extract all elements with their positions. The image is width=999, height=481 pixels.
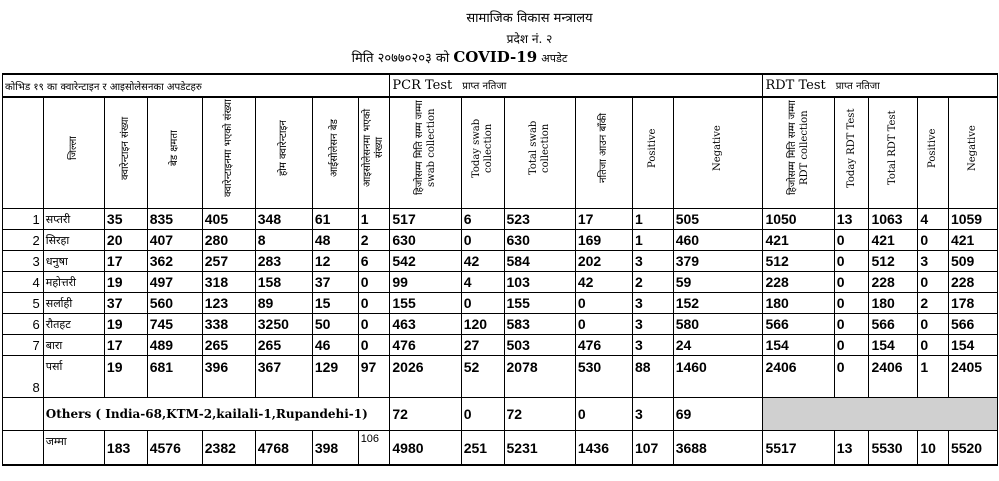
district-name: बारा — [43, 335, 104, 356]
cell-pcr_prev: 463 — [390, 314, 461, 335]
cell-pcr_total: 630 — [504, 230, 575, 251]
cell-pcr_neg: 152 — [673, 293, 763, 314]
column-header — [312, 97, 358, 209]
cell-q: 19 — [104, 314, 147, 335]
cell-pcr_neg: 580 — [673, 314, 763, 335]
covid-label: COVID-19 — [453, 48, 538, 66]
cell-rdt_prev: 154 — [763, 335, 834, 356]
cell-pcr_pos: 3 — [632, 398, 673, 431]
cell-pcr_prev: 2026 — [390, 356, 461, 398]
cell-rdt_today: 13 — [834, 209, 869, 230]
cell-pcr_prev: 72 — [390, 398, 461, 431]
quarantine-section-title: कोभिड १९ का क्वारेन्टाइन र आइसोलेसनका अपडेटहरु — [3, 74, 390, 97]
table-row — [3, 272, 998, 293]
cell-q: 35 — [104, 209, 147, 230]
cell-rdt_today: 13 — [834, 431, 869, 466]
table-row — [3, 293, 998, 314]
column-header-label: Today swab collection — [470, 118, 494, 178]
update-title — [0, 48, 959, 66]
column-header — [575, 97, 632, 209]
cell-pcr_pos: 3 — [632, 293, 673, 314]
others-row — [3, 398, 998, 431]
cell-q: 19 — [104, 356, 147, 398]
cell-bed: 362 — [147, 251, 202, 272]
cell-iso: 0 — [358, 272, 390, 293]
cell-pending: 0 — [575, 398, 632, 431]
cell-pcr_neg: 379 — [673, 251, 763, 272]
cell-rdt_today: 0 — [834, 293, 869, 314]
cell-rdt_neg: 1059 — [948, 209, 997, 230]
cell-pending: 476 — [575, 335, 632, 356]
row-number: 7 — [3, 335, 44, 356]
cell-home: 8 — [255, 230, 312, 251]
column-header-label: क्वारेन्टाइनमा भएको संख्या — [222, 99, 234, 197]
cell-rdt_prev: 2406 — [763, 356, 834, 398]
pcr-sub: प्राप्त नतिजा — [462, 81, 507, 92]
cell-home: 3250 — [255, 314, 312, 335]
cell-rdt_pos: 0 — [918, 314, 949, 335]
row-number: 1 — [3, 209, 44, 230]
cell-pcr_total: 5231 — [504, 431, 575, 466]
cell-pcr_pos: 2 — [632, 272, 673, 293]
cell-bed: 560 — [147, 293, 202, 314]
column-header — [763, 97, 834, 209]
cell-pcr_today: 27 — [461, 335, 504, 356]
cell-pcr_today: 42 — [461, 251, 504, 272]
district-name: सर्लाही — [43, 293, 104, 314]
row-number: 3 — [3, 251, 44, 272]
cell-rdt_total: 5530 — [869, 431, 918, 466]
rdt-section-title — [763, 74, 998, 97]
column-header — [673, 97, 763, 209]
cell-q: 37 — [104, 293, 147, 314]
column-header — [461, 97, 504, 209]
cell-home: 89 — [255, 293, 312, 314]
column-header-label: होम क्वारेन्टाइन — [277, 120, 289, 176]
column-header-label: आइसोलेसनमा भएको संख्या — [362, 108, 386, 188]
cell-pcr_prev: 99 — [390, 272, 461, 293]
cell-bed: 407 — [147, 230, 202, 251]
cell-rdt_pos: 0 — [918, 230, 949, 251]
cell-pending: 17 — [575, 209, 632, 230]
cell-home: 348 — [255, 209, 312, 230]
cell-pending: 169 — [575, 230, 632, 251]
cell-home: 265 — [255, 335, 312, 356]
cell-bed: 489 — [147, 335, 202, 356]
column-header-label: बेड क्षमता — [168, 130, 180, 166]
column-header-label: हिजोसम्म मिति सम्म जम्मा swab collection — [413, 100, 437, 196]
total-label: जम्मा — [43, 431, 104, 466]
ministry-title: सामाजिक विकास मन्त्रालय — [466, 11, 593, 26]
cell-rdt_neg: 5520 — [948, 431, 997, 466]
cell-pcr_today: 0 — [461, 398, 504, 431]
cell-pcr_neg: 1460 — [673, 356, 763, 398]
cell-home: 4768 — [255, 431, 312, 466]
column-header — [918, 97, 949, 209]
cell-pcr_prev: 630 — [390, 230, 461, 251]
cell-iso: 106 — [358, 431, 390, 466]
cell-pcr_total: 523 — [504, 209, 575, 230]
total-blank — [3, 431, 44, 466]
cell-rdt_total: 512 — [869, 251, 918, 272]
cell-iso: 0 — [358, 314, 390, 335]
cell-rdt_total: 180 — [869, 293, 918, 314]
cell-inq: 396 — [202, 356, 255, 398]
cell-pending: 1436 — [575, 431, 632, 466]
cell-pcr_total: 72 — [504, 398, 575, 431]
column-header-label: Positive — [927, 128, 939, 168]
covid-update-table — [2, 73, 998, 466]
cell-home: 158 — [255, 272, 312, 293]
column-header-label: Today RDT Test — [845, 108, 857, 188]
cell-q: 19 — [104, 272, 147, 293]
column-header — [358, 97, 390, 209]
cell-isobed: 61 — [312, 209, 358, 230]
cell-rdt_total: 154 — [869, 335, 918, 356]
cell-rdt_neg: 2405 — [948, 356, 997, 398]
cell-pcr_pos: 1 — [632, 230, 673, 251]
cell-bed: 745 — [147, 314, 202, 335]
district-name: सिरहा — [43, 230, 104, 251]
cell-rdt_pos: 0 — [918, 272, 949, 293]
cell-iso: 6 — [358, 251, 390, 272]
cell-iso: 2 — [358, 230, 390, 251]
pcr-section-title — [390, 74, 763, 97]
cell-pending: 202 — [575, 251, 632, 272]
cell-inq: 318 — [202, 272, 255, 293]
table-row — [3, 251, 998, 272]
column-header-label: Negative — [712, 125, 724, 171]
column-header-label: Positive — [646, 128, 658, 168]
column-header — [948, 97, 997, 209]
cell-q: 17 — [104, 335, 147, 356]
cell-pcr_pos: 3 — [632, 251, 673, 272]
cell-isobed: 15 — [312, 293, 358, 314]
cell-pending: 0 — [575, 314, 632, 335]
district-name: सप्तरी — [43, 209, 104, 230]
cell-pcr_today: 4 — [461, 272, 504, 293]
table-row — [3, 209, 998, 230]
cell-pcr_pos: 88 — [632, 356, 673, 398]
cell-iso: 1 — [358, 209, 390, 230]
cell-home: 283 — [255, 251, 312, 272]
cell-pcr_neg: 69 — [673, 398, 763, 431]
date-prefix: मिति २०७७०२०३ को — [351, 51, 450, 66]
cell-rdt_pos: 1 — [918, 356, 949, 398]
others-blank — [3, 398, 44, 431]
cell-bed: 497 — [147, 272, 202, 293]
cell-pcr_today: 0 — [461, 230, 504, 251]
column-header — [147, 97, 202, 209]
cell-rdt_pos: 0 — [918, 335, 949, 356]
cell-rdt_today: 0 — [834, 251, 869, 272]
column-header — [104, 97, 147, 209]
cell-q: 20 — [104, 230, 147, 251]
cell-pending: 0 — [575, 293, 632, 314]
column-header — [43, 97, 104, 209]
cell-inq: 405 — [202, 209, 255, 230]
cell-inq: 265 — [202, 335, 255, 356]
others-label: Others ( India-68,KTM-2,kailali-1,Rupandehi-1) — [43, 398, 390, 431]
cell-pcr_prev: 4980 — [390, 431, 461, 466]
cell-rdt_prev: 228 — [763, 272, 834, 293]
cell-q: 183 — [104, 431, 147, 466]
cell-pcr_today: 0 — [461, 293, 504, 314]
cell-pcr_neg: 460 — [673, 230, 763, 251]
cell-rdt_pos: 10 — [918, 431, 949, 466]
column-header — [202, 97, 255, 209]
rdt-sub: प्राप्त नतिजा — [835, 81, 880, 92]
district-name: धनुषा — [43, 251, 104, 272]
cell-isobed: 50 — [312, 314, 358, 335]
cell-isobed: 37 — [312, 272, 358, 293]
cell-pcr_total: 2078 — [504, 356, 575, 398]
column-header — [869, 97, 918, 209]
cell-isobed: 46 — [312, 335, 358, 356]
cell-pcr_prev: 155 — [390, 293, 461, 314]
column-header-label: जिल्ला — [67, 136, 79, 160]
cell-rdt_neg: 566 — [948, 314, 997, 335]
column-header-label: क्वारेन्टाइन संख्या — [119, 116, 131, 180]
table-row — [3, 314, 998, 335]
cell-iso: 0 — [358, 293, 390, 314]
row-number: 8 — [3, 356, 44, 398]
row-number: 6 — [3, 314, 44, 335]
cell-pcr_neg: 24 — [673, 335, 763, 356]
table-row — [3, 356, 998, 398]
cell-iso: 97 — [358, 356, 390, 398]
column-header-label: हिजोसम्म मिति सम्म जम्मा RDT collection — [786, 100, 810, 196]
cell-inq: 2382 — [202, 431, 255, 466]
cell-pcr_total: 583 — [504, 314, 575, 335]
cell-inq: 123 — [202, 293, 255, 314]
cell-pcr_total: 584 — [504, 251, 575, 272]
cell-pcr_today: 251 — [461, 431, 504, 466]
cell-pending: 42 — [575, 272, 632, 293]
cell-rdt_total: 566 — [869, 314, 918, 335]
cell-rdt_pos: 3 — [918, 251, 949, 272]
cell-isobed: 48 — [312, 230, 358, 251]
cell-pcr_neg: 505 — [673, 209, 763, 230]
column-header-label: Total swab collection — [527, 120, 551, 176]
row-number: 2 — [3, 230, 44, 251]
cell-rdt_neg: 178 — [948, 293, 997, 314]
cell-pcr_prev: 476 — [390, 335, 461, 356]
column-header — [504, 97, 575, 209]
others-rdt-empty — [763, 398, 998, 431]
cell-inq: 257 — [202, 251, 255, 272]
cell-isobed: 129 — [312, 356, 358, 398]
rdt-title: RDT Test — [765, 78, 826, 93]
cell-rdt_prev: 5517 — [763, 431, 834, 466]
table-row — [3, 230, 998, 251]
cell-bed: 4576 — [147, 431, 202, 466]
table-row — [3, 335, 998, 356]
column-header-label: नतिजा आउन बाँकी — [597, 112, 609, 184]
cell-rdt_total: 2406 — [869, 356, 918, 398]
cell-rdt_prev: 512 — [763, 251, 834, 272]
cell-pcr_prev: 542 — [390, 251, 461, 272]
cell-pcr_pos: 1 — [632, 209, 673, 230]
cell-isobed: 398 — [312, 431, 358, 466]
cell-inq: 280 — [202, 230, 255, 251]
cell-rdt_today: 0 — [834, 356, 869, 398]
column-header-label: Total RDT Test — [887, 110, 899, 186]
cell-bed: 681 — [147, 356, 202, 398]
cell-rdt_prev: 566 — [763, 314, 834, 335]
cell-rdt_today: 0 — [834, 272, 869, 293]
cell-rdt_pos: 2 — [918, 293, 949, 314]
cell-rdt_today: 0 — [834, 230, 869, 251]
cell-rdt_neg: 509 — [948, 251, 997, 272]
cell-iso: 0 — [358, 335, 390, 356]
cell-rdt_neg: 228 — [948, 272, 997, 293]
column-header — [390, 97, 461, 209]
column-header-label: आईसोलेसन बेड — [329, 119, 341, 177]
cell-bed: 835 — [147, 209, 202, 230]
cell-home: 367 — [255, 356, 312, 398]
cell-pcr_today: 6 — [461, 209, 504, 230]
cell-pcr_prev: 517 — [390, 209, 461, 230]
row-number: 4 — [3, 272, 44, 293]
cell-rdt_today: 0 — [834, 335, 869, 356]
cell-rdt_prev: 421 — [763, 230, 834, 251]
cell-rdt_total: 1063 — [869, 209, 918, 230]
header-sn — [3, 97, 44, 209]
cell-inq: 338 — [202, 314, 255, 335]
cell-rdt_neg: 421 — [948, 230, 997, 251]
cell-rdt_prev: 180 — [763, 293, 834, 314]
cell-rdt_today: 0 — [834, 314, 869, 335]
cell-pcr_pos: 107 — [632, 431, 673, 466]
cell-q: 17 — [104, 251, 147, 272]
section-header-row — [3, 74, 998, 97]
total-row — [3, 431, 998, 466]
column-header-row — [3, 97, 998, 209]
cell-rdt_total: 228 — [869, 272, 918, 293]
column-header — [632, 97, 673, 209]
cell-pcr_pos: 3 — [632, 335, 673, 356]
district-name: पर्सा — [43, 356, 104, 398]
cell-rdt_pos: 4 — [918, 209, 949, 230]
cell-pending: 530 — [575, 356, 632, 398]
column-header-label: Negative — [966, 125, 978, 171]
pcr-title: PCR Test — [392, 78, 453, 93]
cell-pcr_pos: 3 — [632, 314, 673, 335]
cell-isobed: 12 — [312, 251, 358, 272]
cell-pcr_total: 503 — [504, 335, 575, 356]
cell-rdt_prev: 1050 — [763, 209, 834, 230]
column-header — [834, 97, 869, 209]
cell-pcr_total: 103 — [504, 272, 575, 293]
cell-rdt_total: 421 — [869, 230, 918, 251]
cell-pcr_today: 120 — [461, 314, 504, 335]
cell-pcr_today: 52 — [461, 356, 504, 398]
district-name: महोत्तरी — [43, 272, 104, 293]
column-header — [255, 97, 312, 209]
cell-pcr_neg: 59 — [673, 272, 763, 293]
district-name: रौतहट — [43, 314, 104, 335]
row-number: 5 — [3, 293, 44, 314]
cell-pcr_total: 155 — [504, 293, 575, 314]
update-label: अपडेट — [541, 52, 568, 65]
cell-rdt_neg: 154 — [948, 335, 997, 356]
province-title: प्रदेश नं. २ — [506, 32, 553, 46]
cell-pcr_neg: 3688 — [673, 431, 763, 466]
